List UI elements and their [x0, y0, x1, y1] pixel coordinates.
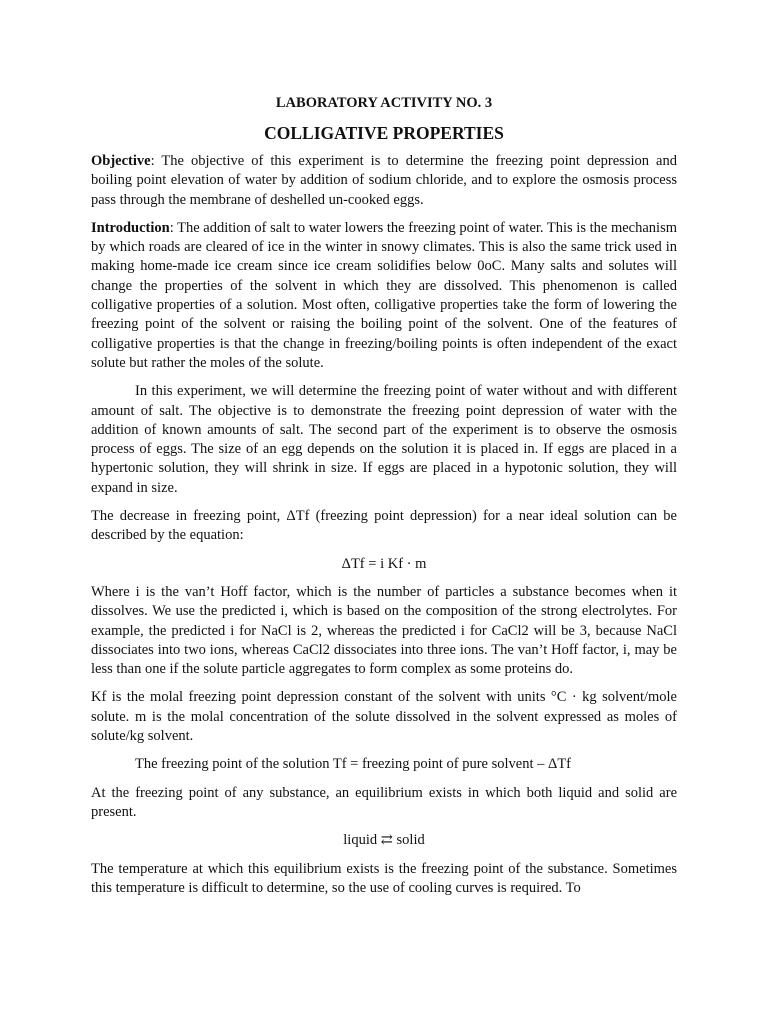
introduction-text: : The addition of salt to water lowers the freezing point of water. This is the mechanism by which roads are cleared of ice in the winter in snowy climates. This is also the same trick used in making home-made ice cream since ice cream solidifies below 0oC. Many salts and solutes will change the properties of the solvent in which they are dissolved. This phenomenon is called colligative properties of a solution. Most often, colligative properties take the form of lowering the freezing point of the solvent or raising the boiling point of the solvent. One of the features of colligative properties is that the change in freezing/boiling points is often independent of the exact solute but rather the moles of the solute.	[91, 219, 677, 371]
liquid-solid-equilibrium-equation: liquid ⇄ solid	[343, 832, 425, 849]
activity-heading: LABORATORY ACTIVITY NO. 3	[275, 95, 493, 111]
introduction-paragraph	[91, 219, 677, 373]
freezing-decrease-paragraph: The decrease in freezing point, ΔTf (freezing point depression) for a near ideal solution can be described by the equation:	[91, 508, 677, 544]
vant-hoff-paragraph: Where i is the van’t Hoff factor, which is the number of particles a substance becomes when it dissolves. We use the predicted i, which is based on the composition of the strong electrolytes. For example, the predicted i for NaCl is 2, whereas the predicted i for CaCl2 will be 3, because NaCl dissociates into two ions, whereas CaCl2 dissociates into three ions. The van’t Hoff factor, i, may be less than one if the solute particle aggregates to form complex as some proteins do.	[91, 583, 677, 678]
document-title: COLLIGATIVE PROPERTIES	[264, 123, 504, 143]
introduction-label: Introduction	[91, 219, 170, 236]
equilibrium-paragraph: At the freezing point of any substance, an equilibrium exists in which both liquid and solid are present.	[91, 784, 677, 820]
objective-paragraph	[91, 152, 677, 210]
objective-text: : The objective of this experiment is to determine the freezing point depression and boiling point elevation of water by addition of sodium chloride, and to explore the osmosis process pass through the membrane of deshelled un-cooked eggs.	[91, 153, 677, 208]
temperature-paragraph: The temperature at which this equilibrium exists is the freezing point of the substance. Sometimes this temperature is difficult to determine, so the use of cooling curves is required. To	[91, 860, 677, 896]
freezing-depression-equation: ΔTf = i Kf · m	[341, 555, 427, 572]
kf-paragraph: Kf is the molal freezing point depression constant of the solvent with units °C · kg solvent/mole solute. m is the molal concentration of the solute dissolved in the solvent expressed as moles of solute/kg solvent.	[91, 689, 677, 745]
objective-label: Objective	[91, 153, 151, 169]
experiment-paragraph: In this experiment, we will determine the freezing point of water without and with different amount of salt. The objective is to demonstrate the freezing point depression of water with the addition of known amounts of salt. The second part of the experiment is to observe the osmosis process of eggs. The size of an egg depends on the solution it is placed in. If eggs are placed in a hypertonic solution, they will shrink in size. If eggs are placed in a hypotonic solution, they will expand in size.	[91, 383, 677, 496]
solution-freezing-point-equation: The freezing point of the solution Tf = freezing point of pure solvent – ΔTf	[135, 756, 572, 773]
